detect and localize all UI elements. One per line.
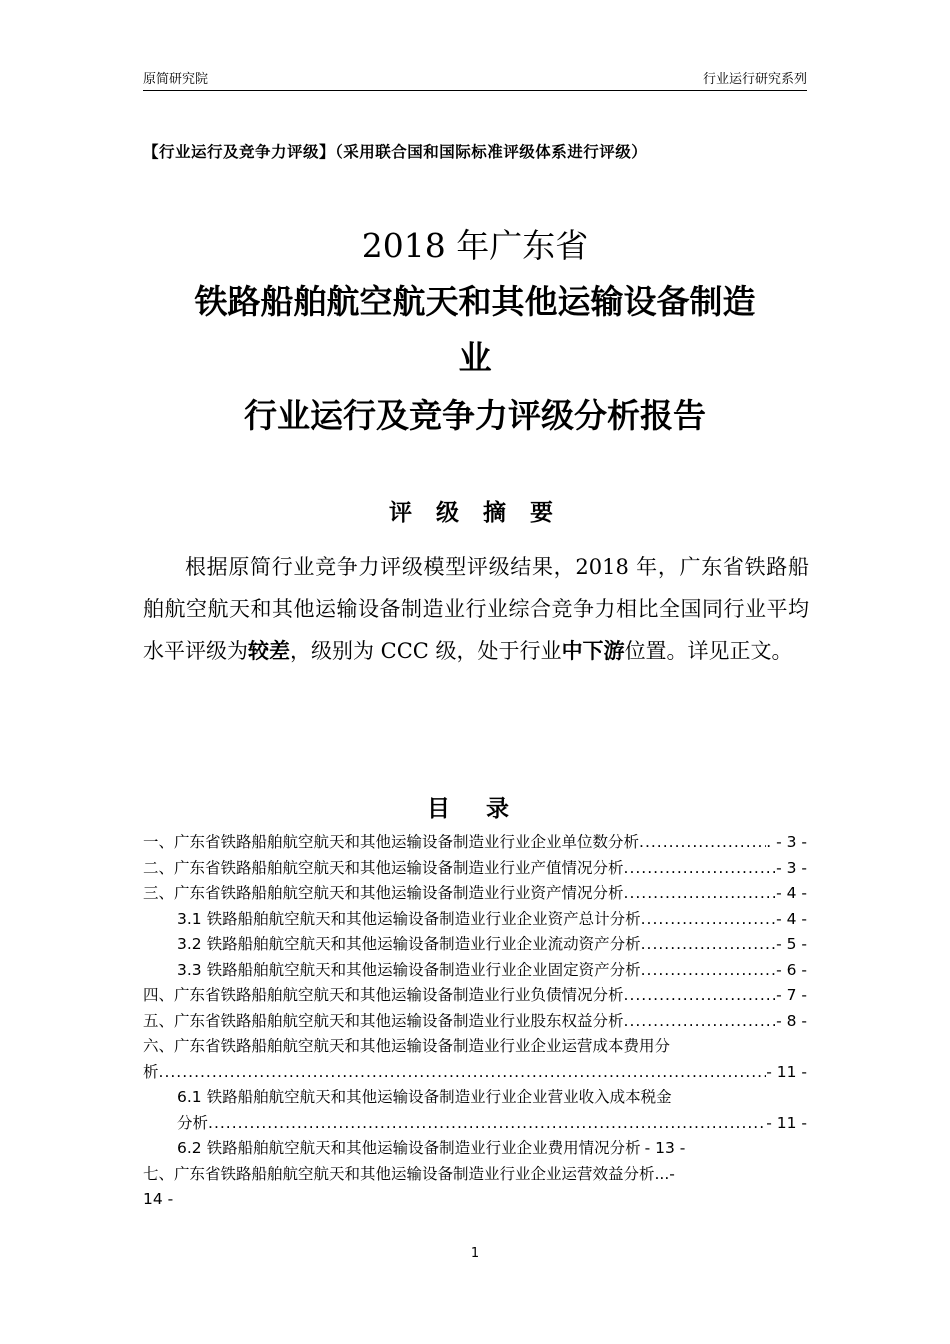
toc-leader (641, 932, 777, 958)
toc-entry-text: 三、广东省铁路船舶航空航天和其他运输设备制造业行业资产情况分析 (143, 884, 624, 902)
toc-entry-page: - 7 - (776, 986, 807, 1004)
toc-leader (624, 1009, 777, 1035)
rating-word: 较差 (248, 639, 290, 663)
toc-entry[interactable] (143, 830, 807, 856)
toc-entry-text: 二、广东省铁路船舶航空航天和其他运输设备制造业行业产值情况分析 (143, 858, 624, 877)
toc-entry-text: 3.2 铁路船舶航空航天和其他运输设备制造业行业企业流动资产分析 (177, 935, 641, 953)
toc-entry-text: 四、广东省铁路船舶航空航天和其他运输设备制造业行业负债情况分析 (143, 986, 624, 1004)
toc-leader (624, 983, 777, 1009)
toc-entry-page: - 5 - (776, 935, 807, 953)
toc-entry-page: - 3 - (776, 858, 807, 877)
toc-entry-text: 一、广东省铁路船舶航空航天和其他运输设备制造业行业企业单位数分析 (143, 833, 640, 851)
toc-entry[interactable] (143, 907, 807, 933)
toc-entry-page: - 11 - (766, 1113, 807, 1132)
toc-leader (159, 1060, 767, 1086)
toc-entry-page: - 4 - (776, 909, 807, 928)
summary-text-3: 位置。详见正文。 (624, 639, 793, 663)
toc-entry-page: . - 3 - (766, 833, 807, 851)
toc-entry-page: - 11 - (766, 1062, 807, 1081)
position-word: 中下游 (561, 639, 625, 663)
page-number: 1 (470, 1246, 480, 1261)
toc-entry-page: - 4 - (776, 884, 807, 902)
report-tagline: 【行业运行及竞争力评级】（采用联合国和国际标准评级体系进行评级） (143, 143, 648, 161)
table-of-contents (143, 830, 807, 1213)
title-line-year: 2018 年广东省 (361, 226, 589, 265)
toc-leader (641, 958, 777, 984)
toc-entry-text: 3.3 铁路船舶航空航天和其他运输设备制造业行业企业固定资产分析 (177, 960, 641, 979)
toc-entry[interactable] (143, 1162, 807, 1188)
toc-entry-text-cont: 14 - (143, 1190, 174, 1208)
toc-entry-cont[interactable] (143, 1187, 807, 1213)
toc-entry-text: 六、广东省铁路船舶航空航天和其他运输设备制造业行业企业运营成本费用分 (143, 1037, 671, 1055)
toc-leader (624, 881, 777, 907)
toc-entry[interactable] (143, 1034, 807, 1060)
toc-entry[interactable] (143, 1085, 807, 1111)
toc-entry[interactable] (143, 1009, 807, 1035)
toc-entry-text-cont: 分析 (177, 1113, 209, 1132)
summary-heading: 评 级 摘 要 (388, 500, 562, 526)
page-header (143, 68, 807, 91)
header-series: 行业运行研究系列 (702, 72, 807, 87)
summary-paragraph (143, 546, 809, 672)
toc-entry-text: 七、广东省铁路船舶航空航天和其他运输设备制造业行业企业运营效益分析...- (143, 1164, 675, 1183)
toc-entry-text-cont: 析 (143, 1062, 159, 1081)
toc-entry-text: 6.1 铁路船舶航空航天和其他运输设备制造业行业企业营业收入成本税金 (177, 1088, 672, 1106)
title-line-industry: 铁路船舶航空航天和其他运输设备制造 (194, 282, 756, 321)
toc-entry[interactable] (143, 983, 807, 1009)
toc-entry[interactable] (143, 1136, 807, 1162)
summary-text-1: 根据原简行业竞争力评级模型评级结果，2018 年，广东省铁路船舶航空航天和其他运输设备制造业行业综合竞争力相比全国同行业平均水平评级为 (143, 555, 809, 663)
toc-entry-cont[interactable] (143, 1060, 807, 1086)
toc-entry-text: 3.1 铁路船舶航空航天和其他运输设备制造业行业企业资产总计分析 (177, 909, 641, 928)
toc-leader (639, 830, 766, 856)
title-line-report: 行业运行及竞争力评级分析报告 (244, 396, 706, 435)
toc-entry-text: 五、广东省铁路船舶航空航天和其他运输设备制造业行业股东权益分析 (143, 1011, 624, 1030)
toc-heading: 目 录 (426, 796, 523, 822)
toc-entry-text: 6.2 铁路船舶航空航天和其他运输设备制造业行业企业费用情况分析 (177, 1139, 641, 1157)
toc-entry[interactable] (143, 932, 807, 958)
toc-leader (624, 856, 777, 882)
header-org: 原简研究院 (143, 72, 209, 87)
toc-entry[interactable] (143, 958, 807, 984)
report-title (130, 218, 820, 444)
toc-leader (641, 907, 777, 933)
toc-entry-page: - 6 - (776, 960, 807, 979)
toc-entry-page: - 13 - (644, 1139, 686, 1157)
toc-entry[interactable] (143, 856, 807, 882)
toc-leader (208, 1111, 766, 1137)
toc-entry[interactable] (143, 881, 807, 907)
summary-body (143, 546, 809, 672)
title-line-industry-cont: 业 (458, 338, 492, 377)
toc-entry-cont[interactable] (143, 1111, 807, 1137)
summary-text-2: ，级别为 CCC 级，处于行业 (290, 639, 562, 663)
toc-entry-page: - 8 - (776, 1011, 807, 1030)
